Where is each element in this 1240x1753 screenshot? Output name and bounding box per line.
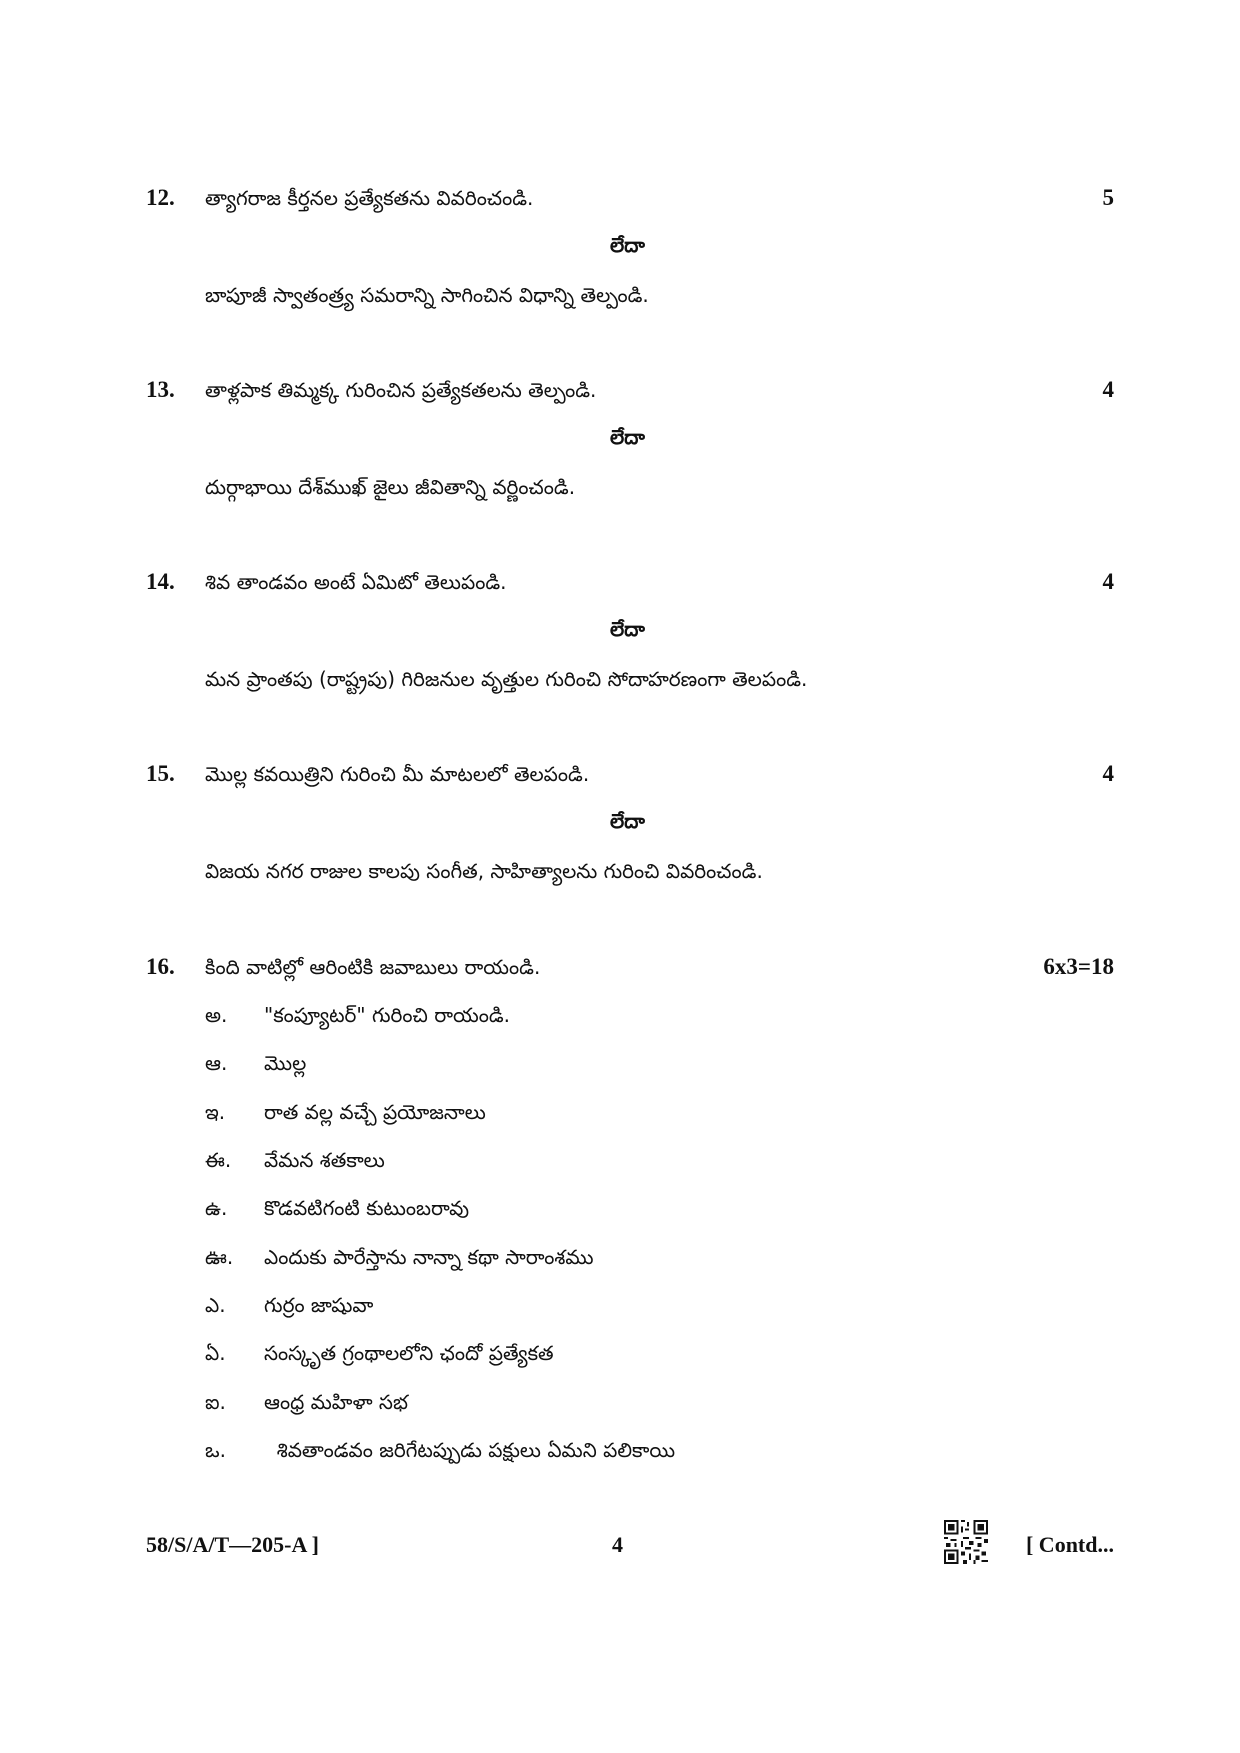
- question-number: 15.: [146, 761, 175, 786]
- sub-question-text: రాత వల్ల వచ్చే ప్రయోజనాలు: [264, 1100, 486, 1124]
- alternative-question-text: మన ప్రాంతపు (రాష్ట్రపు) గిరిజనుల వృత్తుల గురించి సోదాహరణంగా తెలపండి.: [205, 667, 808, 691]
- sub-question-label: ఐ.: [205, 1390, 226, 1414]
- sub-question-label: ఆ.: [205, 1051, 228, 1075]
- or-label: లేదా: [610, 233, 645, 257]
- sub-question-text: మొల్ల: [264, 1051, 307, 1075]
- question-marks: 6x3=18: [1043, 954, 1114, 979]
- question-number: 14.: [146, 569, 175, 594]
- sub-question-text: ఆంధ్ర మహిళా సభ: [264, 1390, 408, 1414]
- or-label: లేదా: [610, 809, 645, 833]
- page-number: 4: [612, 1532, 623, 1557]
- sub-question-label: ఊ.: [205, 1245, 234, 1269]
- sub-question-text: గుర్రం జాషువా: [264, 1293, 374, 1317]
- question-marks: 5: [1102, 185, 1114, 210]
- sub-question-text: వేమన శతకాలు: [264, 1148, 385, 1172]
- sub-question-label: అ.: [205, 1003, 228, 1027]
- sub-question-text: ఎందుకు పారేస్తాను నాన్నా కథా సారాంశము: [264, 1245, 594, 1269]
- sub-question-label: ఎ.: [205, 1293, 226, 1317]
- question-text: శివ తాండవం అంటే ఏమిటో తెలుపండి.: [205, 570, 507, 594]
- question-number: 16.: [146, 954, 175, 979]
- alternative-question-text: బాపూజీ స్వాతంత్ర్య సమరాన్ని సాగించిన విధాన్ని తెల్పండి.: [205, 283, 649, 307]
- question-text: కింది వాటిల్లో ఆరింటికి జవాబులు రాయండి.: [205, 955, 541, 979]
- question-marks: 4: [1102, 569, 1114, 594]
- question-marks: 4: [1102, 377, 1114, 402]
- or-label: లేదా: [610, 617, 645, 641]
- sub-question-label: ఒ.: [205, 1438, 226, 1462]
- question-marks: 4: [1102, 761, 1114, 786]
- sub-question-text: "కంప్యూటర్" గురించి రాయండి.: [264, 1003, 510, 1027]
- continued-label: [ Contd...: [1025, 1532, 1114, 1557]
- alternative-question-text: విజయ నగర రాజుల కాలపు సంగీత, సాహిత్యాలను గురించి వివరించండి.: [205, 859, 763, 883]
- question-number: 12.: [146, 185, 175, 210]
- sub-question-text: సంస్కృత గ్రంథాలలోని ఛందో ప్రత్యేకత: [264, 1341, 554, 1365]
- qr-code-icon: [944, 1520, 988, 1564]
- question-number: 13.: [146, 377, 175, 402]
- alternative-question-text: దుర్గాభాయి దేశ్‌ముఖ్ జైలు జీవితాన్ని వర్ణించండి.: [205, 475, 576, 499]
- question-text: మొల్ల కవయిత్రిని గురించి మీ మాటలలో తెలపండి.: [205, 762, 590, 786]
- question-text: తాళ్లపాక తిమ్మక్క గురించిన ప్రత్యేకతలను తెల్పండి.: [205, 378, 597, 402]
- or-label: లేదా: [610, 425, 645, 449]
- sub-question-text: కొడవటిగంటి కుటుంబరావు: [264, 1196, 470, 1220]
- sub-question-text: శివతాండవం జరిగేటప్పుడు పక్షులు ఏమని పలికాయి: [264, 1438, 676, 1462]
- sub-question-label: ఈ.: [205, 1148, 232, 1172]
- paper-code: 58/S/A/T—205-A ]: [146, 1532, 319, 1557]
- sub-question-label: ఏ.: [205, 1341, 226, 1365]
- sub-question-label: ఇ.: [205, 1100, 226, 1124]
- sub-question-label: ఉ.: [205, 1196, 228, 1220]
- question-text: త్యాగరాజ కీర్తనల ప్రత్యేకతను వివరించండి.: [205, 186, 534, 210]
